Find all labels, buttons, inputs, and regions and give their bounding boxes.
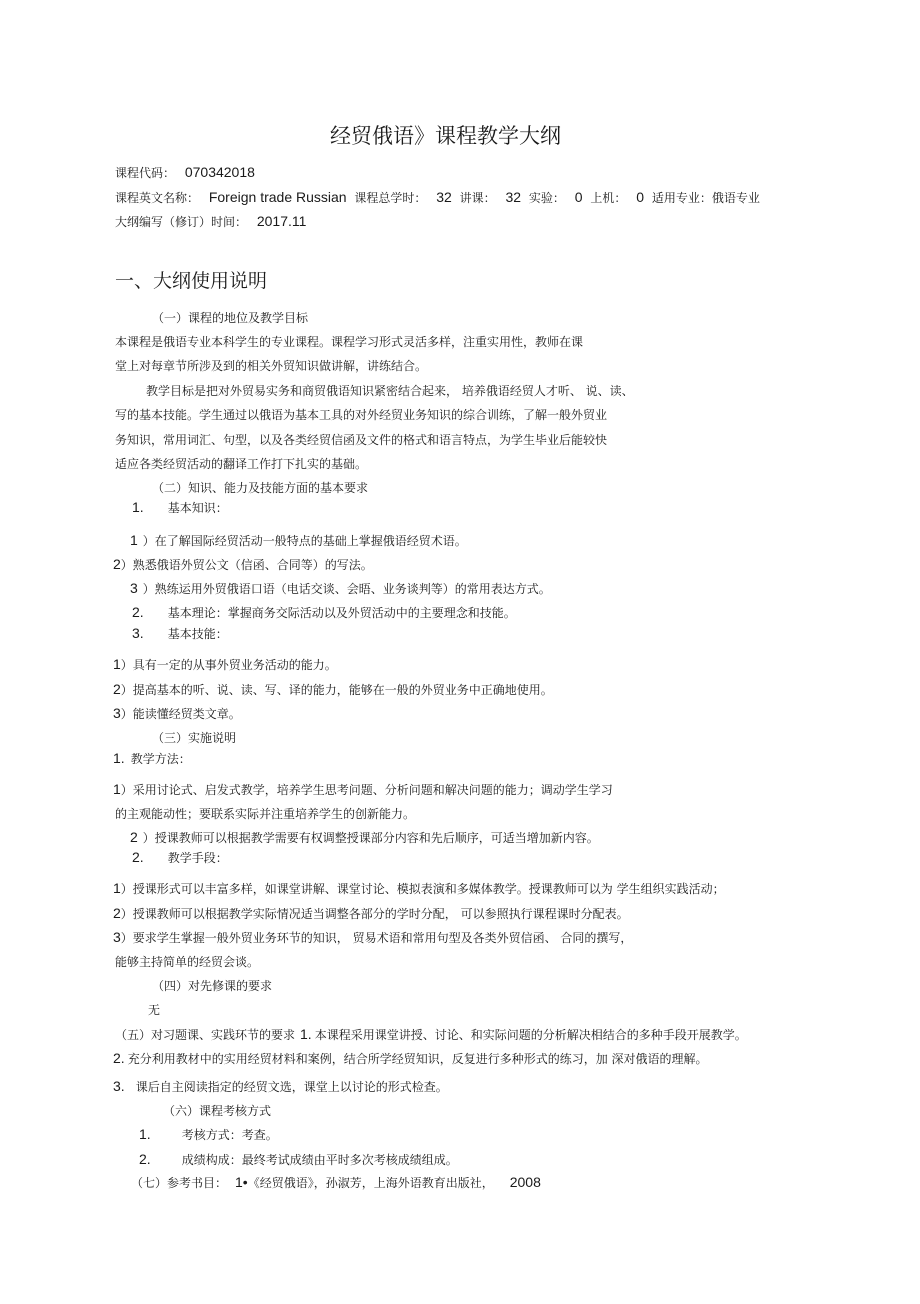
en-name-value: Foreign trade Russian [208, 189, 347, 205]
list-item [113, 905, 629, 922]
list-text: ）采用讨论式、启发式教学，培养学生思考问题、分析问题和解决问题的能力；调动学生学习 [120, 783, 613, 797]
paragraph-line: 本课程是俄语专业本科学生的专业课程。课程学习形式灵活多样，注重实用性，教师在课 [115, 335, 584, 349]
list-item [132, 604, 516, 621]
subheading-6: （六）课程考核方式 [163, 1104, 272, 1118]
course-code-value: 070342018 [184, 164, 255, 180]
list-number: 1. [132, 499, 144, 515]
list-number: 1. [300, 1026, 312, 1042]
list-number: 2. [113, 1050, 125, 1066]
list-number: 3 [113, 929, 121, 945]
list-number: 1 [113, 880, 121, 896]
list-item [132, 499, 228, 516]
total-hours-value: 32 [436, 189, 452, 205]
list-number: 1 [113, 656, 121, 672]
list-text: 充分利用教材中的实用经贸材料和案例，结合所学经贸知识，反复进行多种形式的练习，加 深对俄语的理解。 [127, 1052, 708, 1066]
subheading-2: （二）知识、能力及技能方面的基本要求 [152, 481, 369, 495]
list-item [113, 929, 632, 946]
list-text: ）具有一定的从事外贸业务活动的能力。 [120, 658, 337, 672]
list-text: 成绩构成：最终考试成绩由平时多次考核成绩组成。 [181, 1153, 458, 1167]
list-text: 教学手段： [167, 851, 228, 865]
en-name-label: 课程英文名称： [115, 191, 200, 205]
list-text: ）授课形式可以丰富多样，如课堂讲解、课堂讨论、模拟表演和多媒体教学。授课教师可以为 学生组织实践活动； [120, 882, 725, 896]
list-item [113, 1078, 448, 1095]
list-number: 2. [132, 604, 144, 620]
list-item [130, 580, 551, 597]
list-item [113, 750, 191, 767]
list-text: ）要求学生掌握一般外贸业务环节的知识， 贸易术语和常用句型及各类外贸信函、 合同的撰写， [120, 931, 633, 945]
subheading-3: （三）实施说明 [152, 731, 237, 745]
list-item [139, 1126, 278, 1143]
total-hours-label: 课程总学时： [354, 191, 427, 205]
list-item [130, 532, 467, 549]
subheading-1: （一）课程的地位及教学目标 [152, 311, 309, 325]
paragraph-line: 教学目标是把对外贸易实务和商贸俄语知识紧密结合起来， 培养俄语经贸人才听、 说、读、 [146, 384, 634, 398]
paragraph-line: 适应各类经贸活动的翻译工作打下扎实的基础。 [115, 457, 368, 471]
list-item [115, 1026, 747, 1043]
list-item [113, 705, 241, 722]
paragraph-line: 写的基本技能。学生通过以俄语为基本工具的对外经贸业务知识的综合训练，了解一般外贸业 [115, 408, 608, 422]
list-item [113, 880, 725, 897]
lecture-value: 32 [505, 189, 522, 205]
list-number: 2 [113, 905, 121, 921]
list-item [139, 1151, 458, 1168]
paragraph-line: 务知识，常用词汇、句型，以及各类经贸信函及文件的格式和语言特点，为学生毕业后能较快 [115, 433, 608, 447]
page-title: 经贸俄语》课程教学大纲 [330, 124, 561, 148]
list-text: 本课程采用课堂讲授、讨论、和实际问题的分析解决相结合的多种手段开展教学。 [314, 1028, 747, 1042]
list-text: 基本技能： [167, 627, 228, 641]
course-info-line [115, 189, 760, 206]
machine-value: 0 [636, 189, 645, 205]
list-number: 3. [132, 625, 144, 641]
list-text: 基本理论：掌握商务交际活动以及外贸活动中的主要理念和技能。 [167, 606, 516, 620]
reference-line [131, 1174, 541, 1191]
list-text: ）提高基本的听、说、读、写、译的能力，能够在一般的外贸业务中正确地使用。 [120, 683, 553, 697]
list-text: ）熟悉俄语外贸公文（信函、合同等）的写法。 [120, 558, 373, 572]
reference-text: 《经贸俄语》，孙淑芳，上海外语教育出版社， [247, 1176, 494, 1190]
list-number: 2 [113, 556, 121, 572]
subheading-4: （四）对先修课的要求 [152, 979, 273, 993]
lab-value: 0 [574, 189, 583, 205]
course-code-label: 课程代码： [115, 166, 176, 180]
list-item [113, 781, 613, 798]
list-number: 3 [113, 705, 121, 721]
subheading-5: （五）对习题课、实践环节的要求 [115, 1028, 296, 1042]
list-number: 1 [113, 781, 121, 797]
major-label: 适用专业：俄语专业 [651, 191, 760, 205]
machine-label: 上机： [590, 191, 627, 205]
paragraph-line: 无 [148, 1003, 161, 1017]
paragraph-line: 的主观能动性；要联系实际并注重培养学生的创新能力。 [115, 807, 416, 821]
list-text: 考核方式：考查。 [181, 1128, 278, 1142]
list-text: ）授课教师可以根据教学需要有权调整授课部分内容和先后顺序，可适当增加新内容。 [142, 831, 599, 845]
list-number: 1 [130, 532, 138, 548]
list-item [113, 556, 373, 573]
list-item [130, 829, 599, 846]
list-text: 课后自主阅读指定的经贸文选，课堂上以讨论的形式检查。 [135, 1080, 448, 1094]
list-number: 2 [130, 829, 138, 845]
revise-time-line [115, 213, 306, 230]
list-item [132, 849, 228, 866]
list-number: 2. [132, 849, 144, 865]
list-item [113, 1050, 708, 1067]
course-code-line [115, 164, 255, 181]
list-text: ）在了解国际经贸活动一般特点的基础上掌握俄语经贸术语。 [142, 534, 467, 548]
paragraph-line: 堂上对每章节所涉及到的相关外贸知识做讲解，讲练结合。 [115, 359, 428, 373]
section-heading: 一、大纲使用说明 [115, 270, 268, 292]
list-number: 3 [130, 580, 138, 596]
list-item [132, 625, 228, 642]
lecture-label: 讲课： [459, 191, 496, 205]
paragraph-line: 能够主持简单的经贸会谈。 [115, 955, 260, 969]
revise-label: 大纲编写（修订）时间： [115, 215, 248, 229]
reference-year: 2008 [509, 1174, 541, 1190]
lab-label: 实验： [528, 191, 565, 205]
list-number: 2. [139, 1151, 151, 1167]
list-text: 基本知识： [167, 501, 228, 515]
subheading-7: （七）参考书目： [131, 1176, 228, 1190]
list-item [113, 656, 337, 673]
list-number: 2 [113, 681, 121, 697]
list-number: 3. [113, 1078, 125, 1094]
list-text: 教学方法： [130, 752, 191, 766]
list-number: 1. [113, 750, 125, 766]
revise-value: 2017.11 [256, 213, 307, 229]
list-text: ）能读懂经贸类文章。 [120, 707, 241, 721]
list-text: ）熟练运用外贸俄语口语（电话交谈、会晤、业务谈判等）的常用表达方式。 [142, 582, 551, 596]
reference-number: 1• [235, 1174, 248, 1190]
list-text: ）授课教师可以根据教学实际情况适当调整各部分的学时分配， 可以参照执行课程课时分配表。 [120, 907, 629, 921]
list-number: 1. [139, 1126, 151, 1142]
list-item [113, 681, 553, 698]
